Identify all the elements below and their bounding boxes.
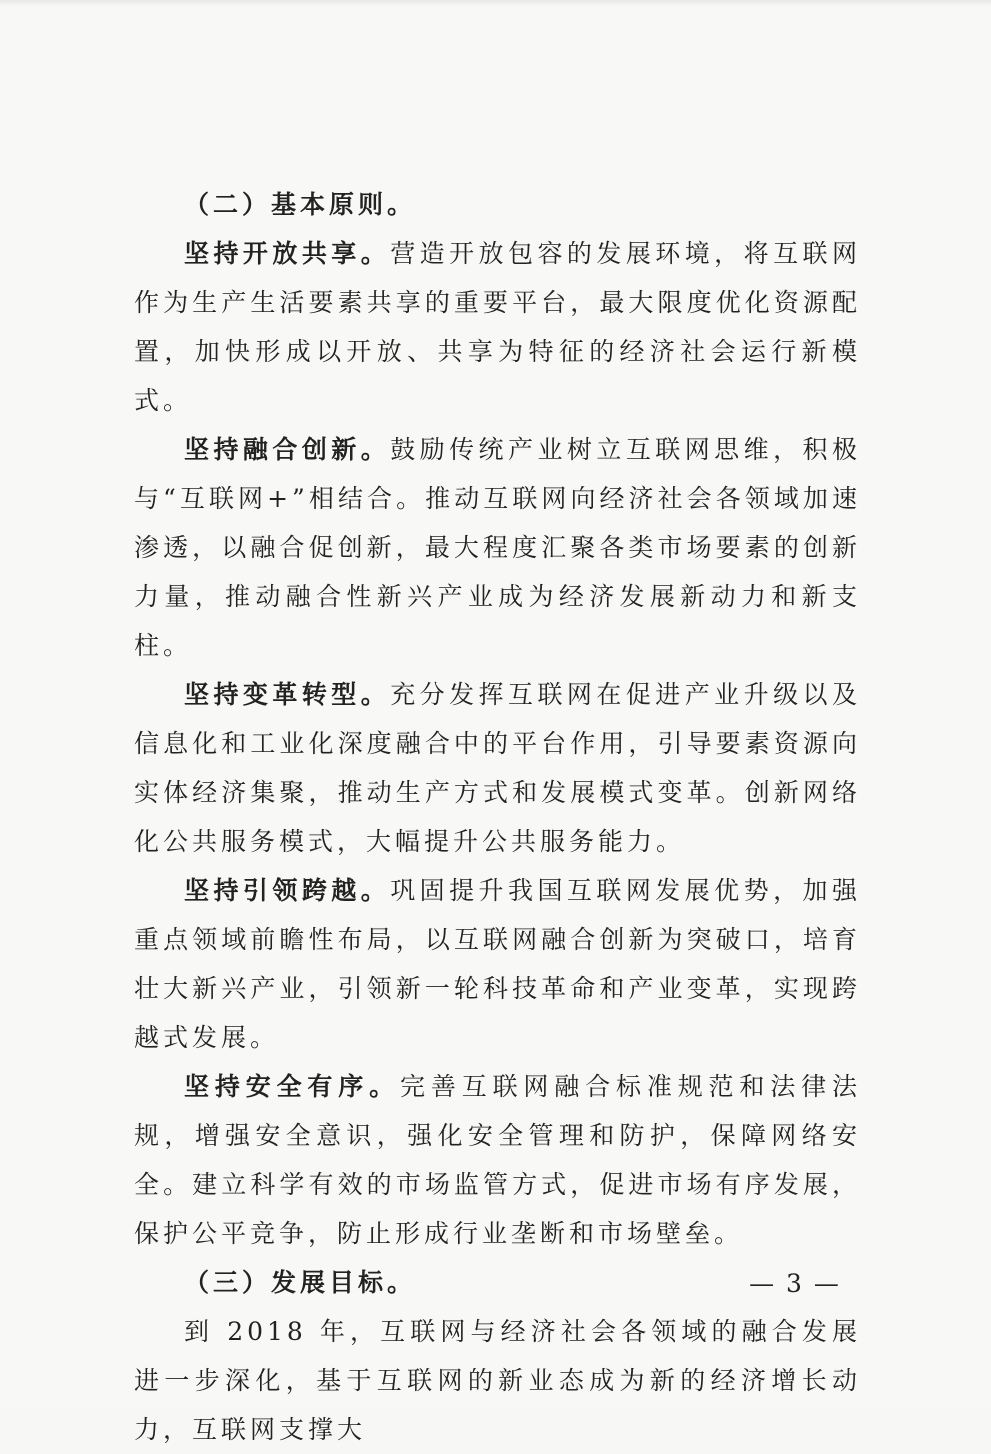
principle-leading-leapfrog [134, 866, 861, 1062]
principle-security-order-text: 完善互联网融合标准规范和法律法规，增强安全意识，强化安全管理和防护，保障网络安全。建立科学有效的市场监管方式，促进市场有序发展，保护公平竞争，防止形成行业垄断和市场壁垒。 [134, 1072, 861, 1248]
scan-edge [0, 0, 991, 6]
development-goals-paragraph: 到 2018 年，互联网与经济社会各领域的融合发展进一步深化，基于互联网的新业态成为新的经济增长动力，互联网支撑大 [134, 1317, 861, 1444]
page-number: — 3 — [749, 1269, 841, 1298]
principle-security-order-lead: 坚持安全有序。 [184, 1072, 400, 1101]
section-heading-development-goals: （三）发展目标。 [184, 1268, 417, 1297]
principle-leading-leapfrog-text: 巩固提升我国互联网发展优势，加强重点领域前瞻性布局，以互联网融合创新为突破口，培育壮大新兴产业，引领新一轮科技革命和产业变革，实现跨越式发展。 [134, 876, 861, 1052]
principle-transformation-text: 充分发挥互联网在促进产业升级以及信息化和工业化深度融合中的平台作用，引导要素资源向实体经济集聚，推动生产方式和发展模式变革。创新网络化公共服务模式，大幅提升公共服务能力。 [134, 680, 861, 856]
document-body [134, 180, 861, 1454]
principle-integration-innovation-lead: 坚持融合创新。 [184, 435, 391, 464]
principle-open-sharing-lead: 坚持开放共享。 [184, 239, 391, 268]
principle-integration-innovation [134, 425, 861, 670]
principle-integration-innovation-text: 鼓励传统产业树立互联网思维，积极与“互联网+”相结合。推动互联网向经济社会各领域加速渗透，以融合促创新，最大程度汇聚各类市场要素的创新力量，推动融合性新兴产业成为经济发展新动力和新支柱。 [134, 435, 861, 660]
section-heading-basic-principles: （二）基本原则。 [184, 190, 417, 219]
principle-transformation-lead: 坚持变革转型。 [184, 680, 391, 709]
principle-leading-leapfrog-lead: 坚持引领跨越。 [184, 876, 391, 905]
principle-open-sharing [134, 229, 861, 425]
principle-security-order [134, 1062, 861, 1258]
principle-open-sharing-text: 营造开放包容的发展环境，将互联网作为生产生活要素共享的重要平台，最大限度优化资源配置，加快形成以开放、共享为特征的经济社会运行新模式。 [134, 239, 861, 415]
principle-transformation [134, 670, 861, 866]
